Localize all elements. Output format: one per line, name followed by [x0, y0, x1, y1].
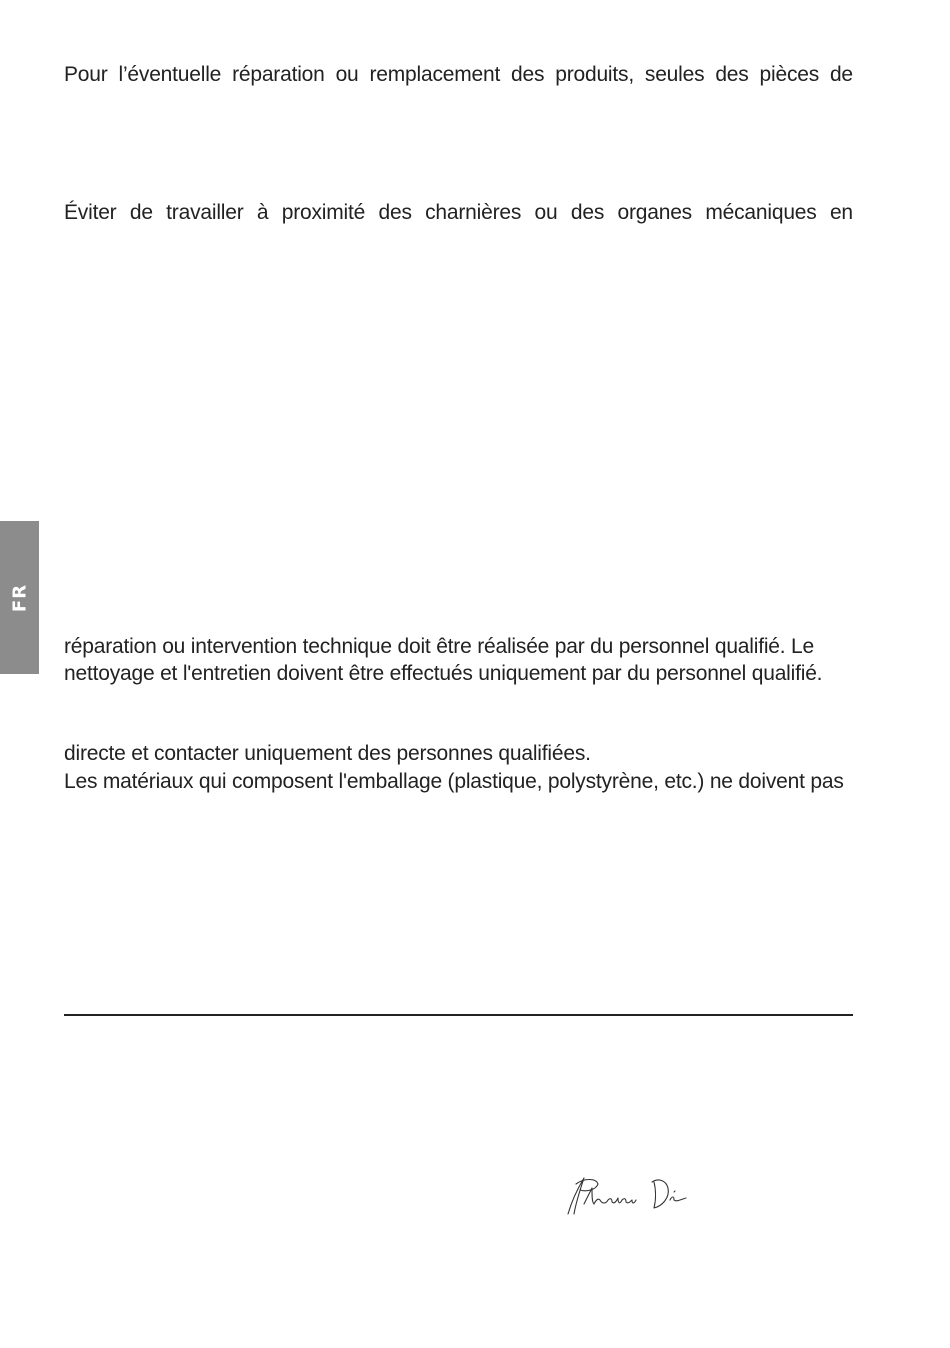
word: l’éventuelle — [118, 63, 222, 86]
word: pièces — [759, 63, 820, 86]
word: en — [829, 201, 853, 224]
word: proximité — [281, 201, 366, 224]
word: réparation — [232, 63, 325, 86]
section-divider — [64, 1014, 853, 1016]
word: des — [378, 201, 412, 224]
paragraph-line-2 — [64, 200, 853, 226]
paragraph-line-3: réparation ou intervention technique doit être réalisée par du personnel qualifié. Le — [64, 635, 815, 658]
word: des — [511, 63, 545, 86]
word: de — [129, 201, 153, 224]
word: Éviter — [64, 201, 117, 224]
paragraph-line-6: Les matériaux qui composent l'emballage (plastique, polystyrène, etc.) ne doivent pas — [64, 770, 844, 793]
word: organes — [617, 201, 692, 224]
signature-image — [562, 1170, 692, 1220]
language-label: FR — [9, 583, 30, 612]
word: mécaniques — [705, 201, 817, 224]
word: des — [570, 201, 605, 224]
word: seules — [644, 63, 705, 86]
word: ou — [534, 201, 558, 224]
word: à — [256, 201, 269, 224]
word: remplacement — [369, 63, 501, 86]
word: charnières — [425, 201, 522, 224]
paragraph-line-5: directe et contacter uniquement des personnes qualifiées. — [64, 742, 591, 765]
word: ou — [335, 63, 359, 86]
paragraph-line-1 — [64, 62, 853, 88]
word: Pour — [64, 63, 108, 86]
word: produits, — [555, 63, 634, 86]
word: travailler — [166, 201, 244, 224]
word: de — [829, 63, 853, 86]
paragraph-line-4: nettoyage et l'entretien doivent être effectués uniquement par du personnel qualifié. — [64, 662, 823, 685]
word: des — [715, 63, 749, 86]
language-side-tab — [0, 521, 39, 674]
